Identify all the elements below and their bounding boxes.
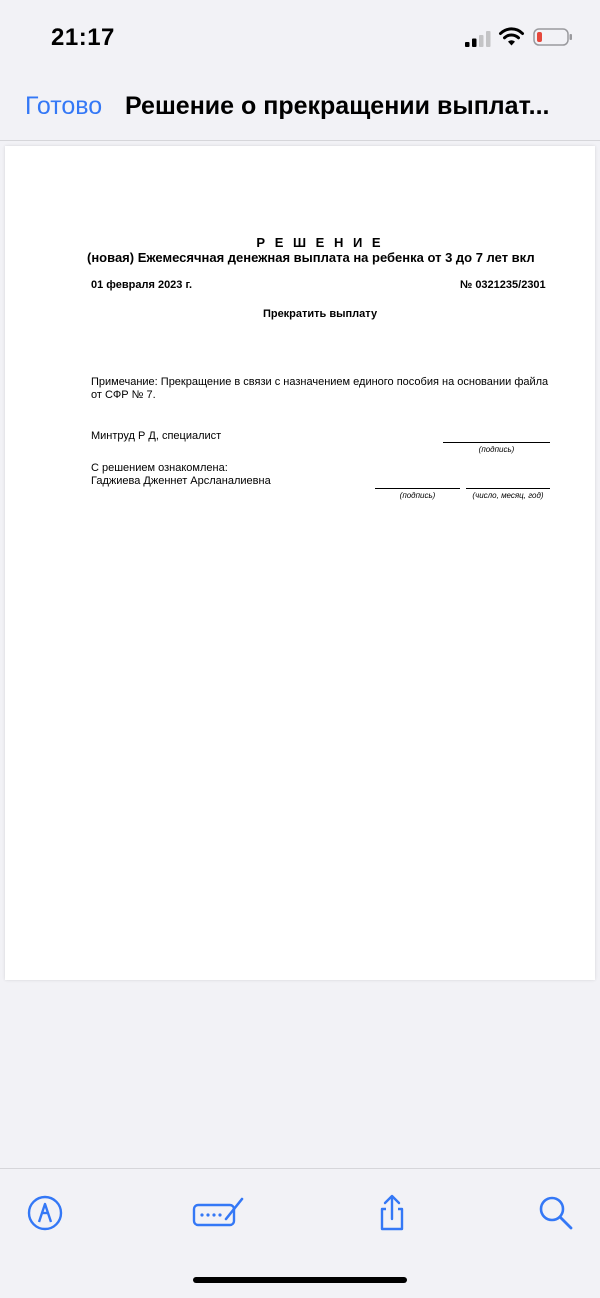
- recipient-date-caption: (число, месяц, год): [472, 491, 544, 500]
- nav-bar: [0, 78, 600, 141]
- recipient-signature-caption: (подпись): [399, 491, 436, 500]
- markup-icon[interactable]: [25, 1193, 65, 1233]
- document-official: Минтруд Р Д, специалист: [91, 430, 222, 442]
- document-number: № 0321235/2301: [460, 279, 546, 291]
- done-button[interactable]: Готово: [25, 92, 103, 120]
- battery-low-icon: [533, 27, 573, 47]
- official-signature-caption: (подпись): [478, 445, 515, 454]
- document-subheading: (новая) Ежемесячная денежная выплата на ребенка от 3 до 7 лет вкл: [87, 250, 535, 265]
- status-time: 21:17: [51, 24, 115, 51]
- home-indicator: [193, 1277, 407, 1283]
- document-heading: Р Е Ш Е Н И Е: [256, 235, 384, 250]
- official-signature-line: [443, 442, 550, 443]
- document-action: Прекратить выплату: [262, 308, 378, 320]
- document-recipient: Гаджиева Дженнет Арсланалиевна: [91, 475, 271, 487]
- document-date: 01 февраля 2023 г.: [91, 279, 193, 291]
- share-icon[interactable]: [372, 1193, 412, 1233]
- cellular-signal-icon: [465, 31, 492, 47]
- wifi-icon: [498, 26, 525, 47]
- recipient-signature-line: [375, 488, 460, 489]
- status-bar: [0, 0, 600, 78]
- document-note: Примечание: Прекращение в связи с назначением единого пособия на основании файла от СФР № 7.: [91, 376, 549, 401]
- nav-title: Решение о прекращении выплат...: [125, 92, 550, 120]
- search-icon[interactable]: [536, 1193, 576, 1233]
- keyboard-signature-icon[interactable]: [192, 1193, 248, 1233]
- recipient-date-line: [466, 488, 550, 489]
- document-acknowledged: С решением ознакомлена:: [91, 462, 228, 474]
- document-page[interactable]: [5, 146, 595, 980]
